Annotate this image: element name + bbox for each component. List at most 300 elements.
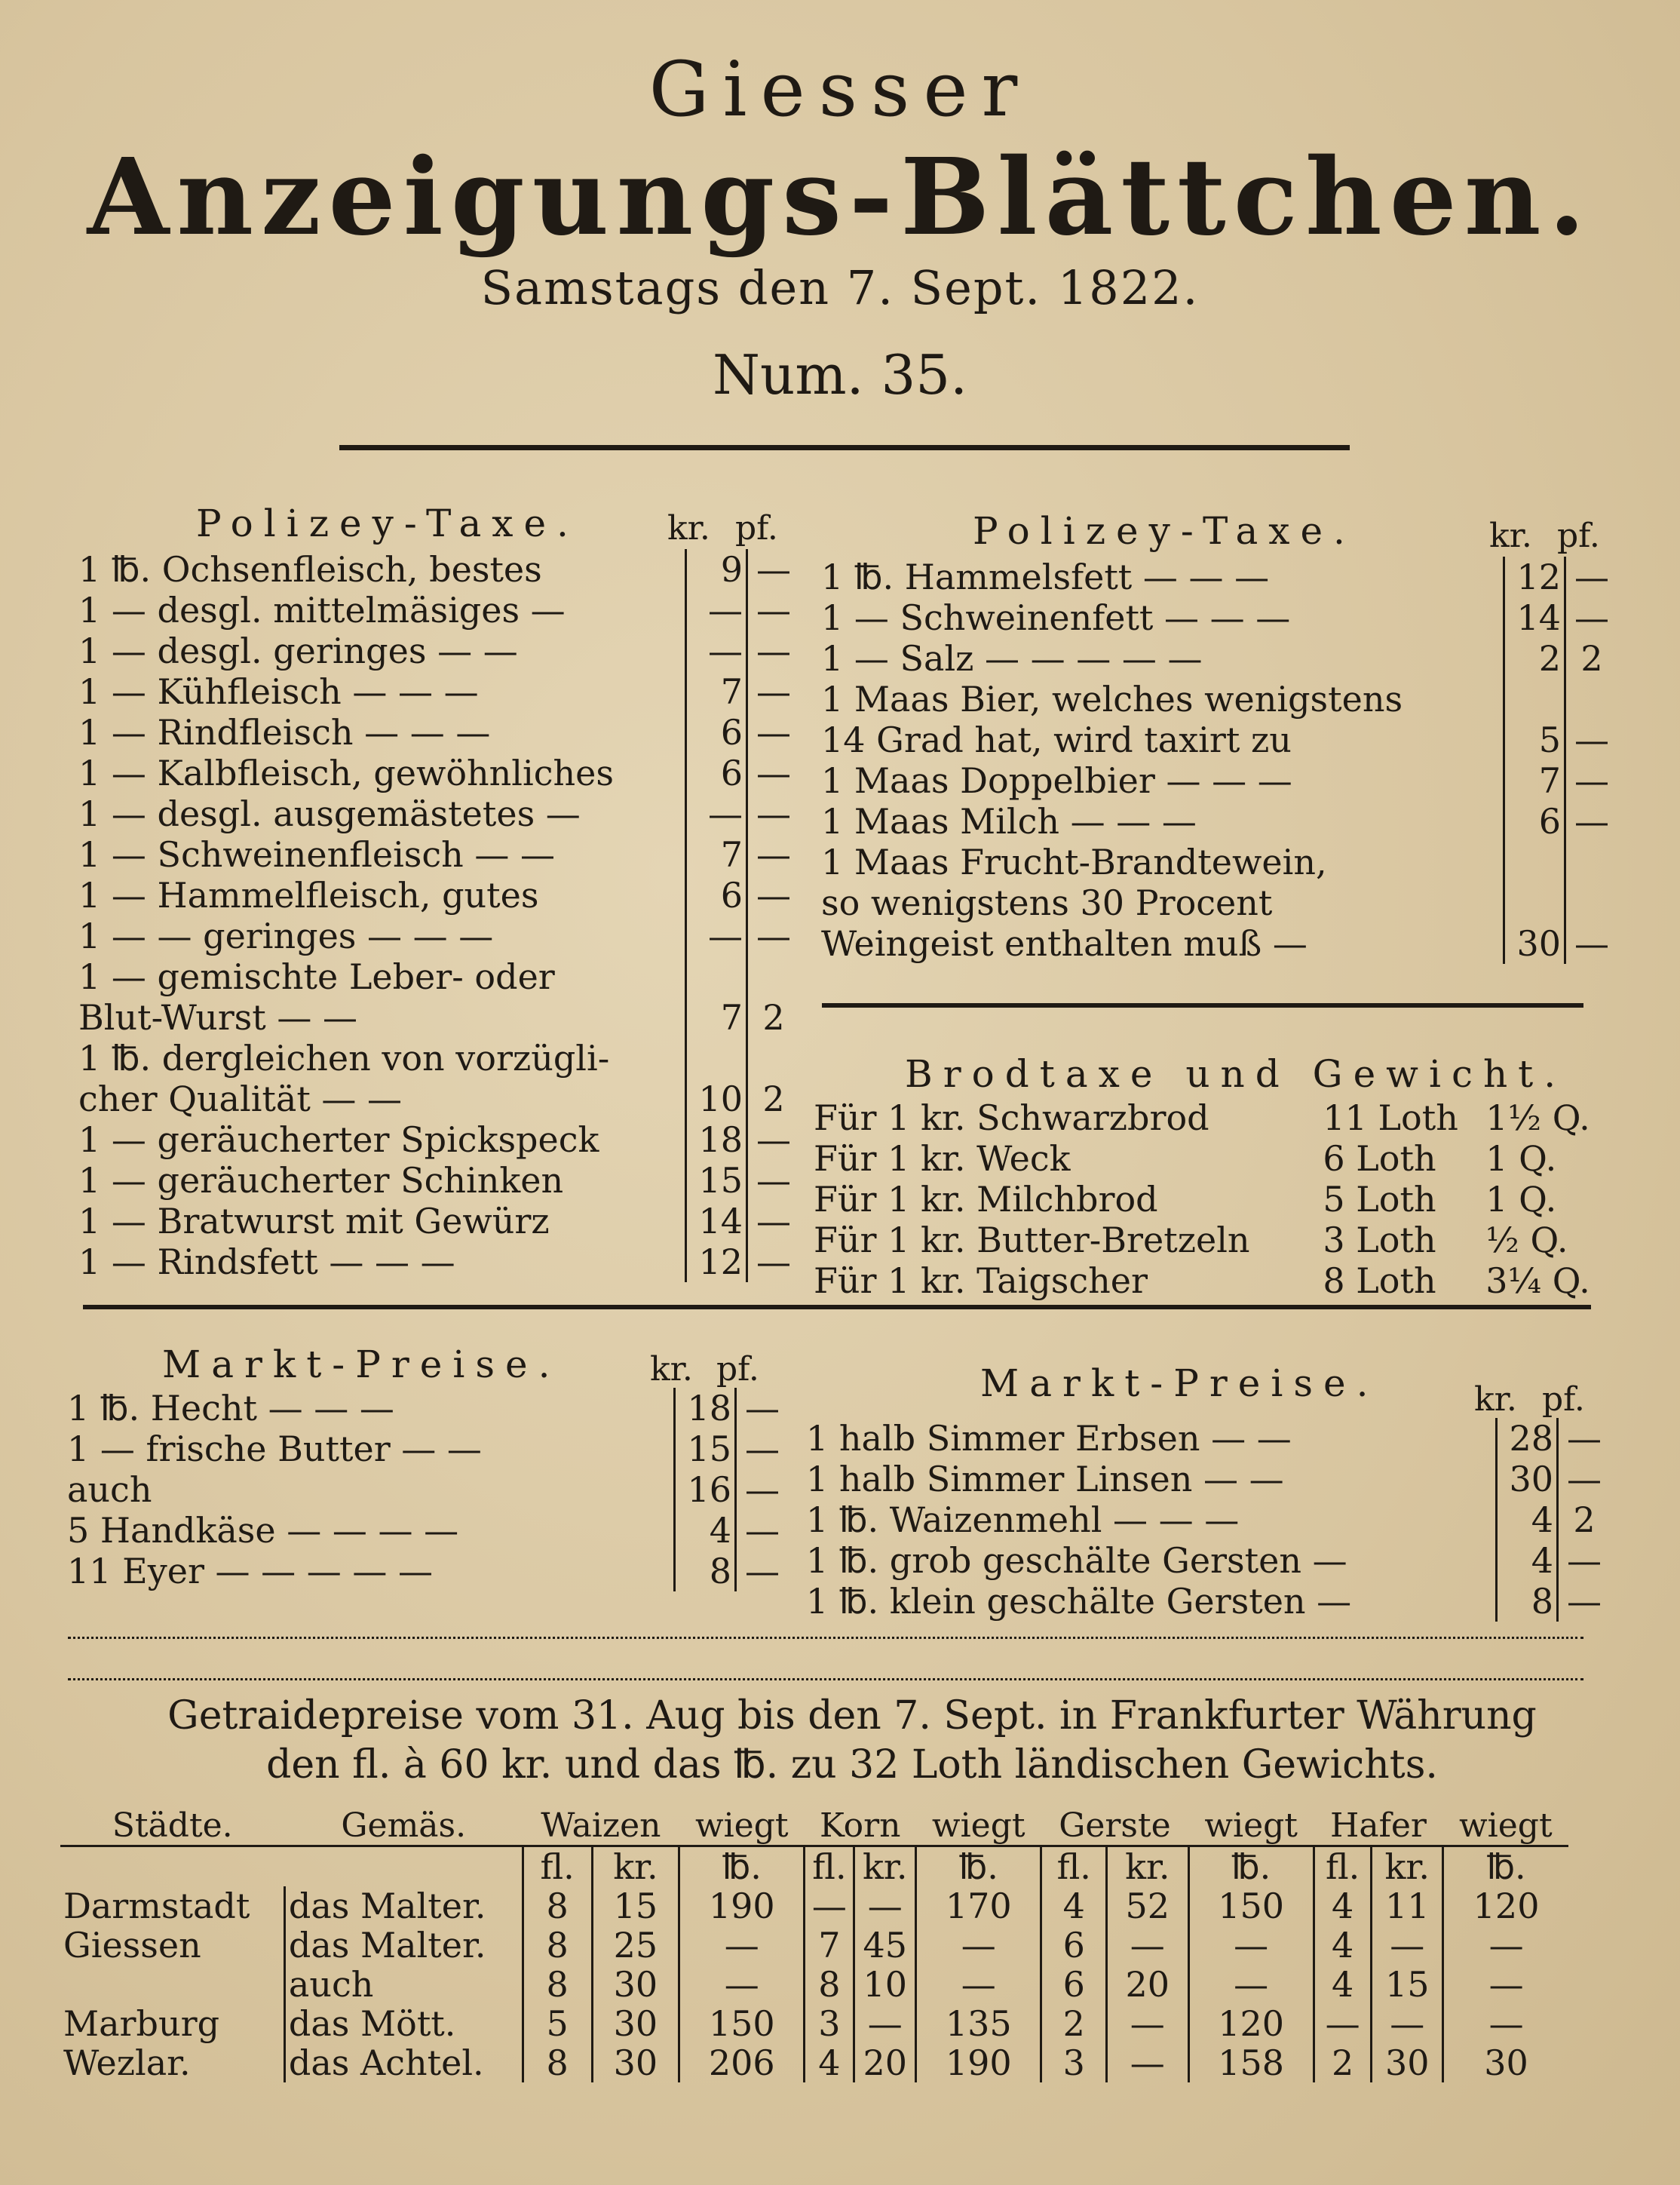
grain-cell: Giessen bbox=[63, 1925, 201, 1966]
column-header: Gemäs. bbox=[284, 1806, 523, 1846]
item-label: 1 ℔. dergleichen von vorzügli- bbox=[78, 1038, 610, 1079]
item-label: 1 ℔. Ochsenfleisch, bestes bbox=[78, 549, 542, 590]
grain-cell: 30 bbox=[592, 1965, 679, 2004]
grain-cell: — bbox=[1443, 2004, 1568, 2043]
grain-cell: 15 bbox=[1372, 1965, 1443, 2004]
getraide-table bbox=[60, 1806, 1568, 2082]
price-row bbox=[803, 1540, 1610, 1581]
item-label: 5 Handkäse — — — — bbox=[67, 1510, 459, 1551]
grain-cell: 2 bbox=[1041, 2004, 1107, 2043]
kreuzer-value: 16 bbox=[675, 1469, 736, 1510]
item-label: 1 ℔. grob geschälte Gersten — bbox=[806, 1540, 1347, 1581]
price-row bbox=[75, 753, 799, 793]
pfennig-value bbox=[747, 956, 800, 997]
grain-cell: 20 bbox=[854, 2043, 916, 2082]
masthead-line1: Giesser bbox=[648, 45, 1032, 133]
grain-cell: 6 bbox=[1041, 1926, 1107, 1965]
brodtaxe-table bbox=[811, 1097, 1610, 1301]
pfennig-value: — bbox=[747, 671, 800, 712]
price-row bbox=[75, 916, 799, 956]
pfennig-value: — bbox=[747, 590, 800, 631]
grain-cell: 3 bbox=[805, 2004, 854, 2043]
column-header: wiegt bbox=[1443, 1806, 1568, 1846]
item-label: 1 — Hammelfleisch, gutes bbox=[78, 875, 539, 916]
kreuzer-value: 12 bbox=[686, 1241, 747, 1282]
column-header: Korn bbox=[805, 1806, 916, 1846]
column-header: Waizen bbox=[523, 1806, 679, 1846]
grain-cell: 30 bbox=[1372, 2043, 1443, 2082]
brod-item: Für 1 kr. Milchbrod bbox=[814, 1179, 1158, 1220]
item-label: 1 — geräucherter Spickspeck bbox=[78, 1119, 599, 1160]
item-label: 1 — Kühfleisch — — — bbox=[78, 671, 479, 712]
price-row bbox=[64, 1388, 788, 1429]
price-row bbox=[803, 1499, 1610, 1540]
kreuzer-value: 9 bbox=[686, 549, 747, 590]
getraide-subheader-row bbox=[60, 1846, 1568, 1887]
issue-date: Samstags den 7. Sept. 1822. bbox=[480, 260, 1200, 315]
grain-cell: 7 bbox=[805, 1926, 854, 1965]
pfennig-value: — bbox=[736, 1429, 789, 1469]
grain-cell: 30 bbox=[1443, 2043, 1568, 2082]
polizey-right-table bbox=[818, 557, 1617, 964]
brod-quentchen: 1 Q. bbox=[1485, 1138, 1557, 1179]
grain-cell: 4 bbox=[805, 2043, 854, 2082]
kreuzer-value: — bbox=[686, 793, 747, 834]
pfennig-value: — bbox=[736, 1551, 789, 1591]
kreuzer-value bbox=[686, 1038, 747, 1079]
item-label: so wenigstens 30 Procent bbox=[821, 882, 1273, 923]
price-row bbox=[803, 1459, 1610, 1499]
kreuzer-value: 4 bbox=[1497, 1540, 1558, 1581]
price-row bbox=[75, 549, 799, 590]
price-row bbox=[64, 1469, 788, 1510]
grain-cell: — bbox=[679, 1965, 805, 2004]
pfennig-value: — bbox=[747, 712, 800, 753]
grain-cell: 120 bbox=[1443, 1886, 1568, 1926]
grain-cell: Marburg bbox=[63, 2003, 220, 2044]
pfennig-value: — bbox=[747, 631, 800, 671]
kreuzer-value: 6 bbox=[1504, 801, 1565, 842]
price-row bbox=[75, 1201, 799, 1241]
item-label: Blut-Wurst — — bbox=[78, 997, 358, 1038]
item-label: 1 — Schweinenfleisch — — bbox=[78, 834, 556, 875]
markt-left-table bbox=[64, 1388, 788, 1591]
column-header: Städte. bbox=[60, 1806, 284, 1846]
grain-cell: — bbox=[1107, 2043, 1188, 2082]
grain-cell: das Achtel. bbox=[284, 2043, 523, 2082]
grain-cell: 2 bbox=[1314, 2043, 1372, 2082]
grain-cell: 206 bbox=[679, 2043, 805, 2082]
item-label: 1 — frische Butter — — bbox=[67, 1429, 482, 1469]
kreuzer-value: 8 bbox=[1497, 1581, 1558, 1622]
unit-header: fl. bbox=[1041, 1846, 1107, 1887]
pfennig-value: — bbox=[1565, 923, 1618, 964]
kreuzer-value: 4 bbox=[675, 1510, 736, 1551]
price-row bbox=[818, 923, 1617, 964]
grain-cell: 150 bbox=[1188, 1886, 1314, 1926]
kreuzer-value: 15 bbox=[686, 1160, 747, 1201]
issue-number: Num. 35. bbox=[713, 343, 967, 407]
pfennig-value: — bbox=[1558, 1418, 1611, 1459]
pfennig-value: — bbox=[736, 1469, 789, 1510]
kreuzer-value: 28 bbox=[1497, 1418, 1558, 1459]
grain-cell: 6 bbox=[1041, 1965, 1107, 2004]
price-row bbox=[818, 679, 1617, 720]
brod-quentchen: 1 Q. bbox=[1485, 1179, 1557, 1220]
brod-loth: 3 Loth bbox=[1323, 1220, 1436, 1260]
pfennig-value: 2 bbox=[1558, 1499, 1611, 1540]
item-label: 1 — Rindfleisch — — — bbox=[78, 712, 491, 753]
item-label: cher Qualität — — bbox=[78, 1079, 403, 1119]
pfennig-value bbox=[747, 1038, 800, 1079]
pfennig-value: — bbox=[747, 875, 800, 916]
price-row bbox=[75, 956, 799, 997]
grain-cell: — bbox=[916, 1965, 1041, 2004]
item-label: 1 halb Simmer Erbsen — — bbox=[806, 1418, 1292, 1459]
section-rule bbox=[83, 1305, 1591, 1309]
markt-left-kr-header: kr. bbox=[650, 1350, 693, 1389]
price-row bbox=[75, 1160, 799, 1201]
pfennig-value: — bbox=[747, 1241, 800, 1282]
pfennig-value: — bbox=[736, 1510, 789, 1551]
price-row bbox=[75, 631, 799, 671]
grain-cell: — bbox=[1443, 1926, 1568, 1965]
grain-cell: — bbox=[916, 1926, 1041, 1965]
grain-cell: 190 bbox=[679, 1886, 805, 1926]
grain-cell: 11 bbox=[1372, 1886, 1443, 1926]
kreuzer-value: 4 bbox=[1497, 1499, 1558, 1540]
price-row bbox=[818, 597, 1617, 638]
price-row bbox=[75, 712, 799, 753]
grain-cell: 8 bbox=[523, 1886, 592, 1926]
brod-quentchen: 1½ Q. bbox=[1485, 1097, 1590, 1138]
pfennig-value bbox=[1565, 882, 1618, 923]
grain-cell: 8 bbox=[523, 1926, 592, 1965]
unit-header: fl. bbox=[523, 1846, 592, 1887]
pfennig-value: — bbox=[747, 549, 800, 590]
brod-loth: 5 Loth bbox=[1323, 1179, 1436, 1220]
item-label: 1 ℔. Waizenmehl — — — bbox=[806, 1499, 1240, 1540]
brod-row bbox=[811, 1097, 1610, 1138]
getraide-row bbox=[60, 2004, 1568, 2043]
getraide-header-row bbox=[60, 1806, 1568, 1846]
pfennig-value: 2 bbox=[747, 1079, 800, 1119]
pfennig-value: — bbox=[1565, 720, 1618, 760]
wavy-rule bbox=[68, 1637, 1583, 1642]
kreuzer-value: — bbox=[686, 916, 747, 956]
price-row bbox=[75, 875, 799, 916]
unit-header: kr. bbox=[854, 1846, 916, 1887]
grain-cell: — bbox=[854, 1886, 916, 1926]
price-row bbox=[75, 671, 799, 712]
grain-cell: 25 bbox=[592, 1926, 679, 1965]
kreuzer-value: 6 bbox=[686, 875, 747, 916]
grain-cell bbox=[60, 1965, 284, 2004]
markt-left-title: Markt-Preise. bbox=[162, 1343, 561, 1386]
kreuzer-value: — bbox=[686, 631, 747, 671]
item-label: 1 halb Simmer Linsen — — bbox=[806, 1459, 1284, 1499]
kreuzer-value: 6 bbox=[686, 712, 747, 753]
grain-cell: — bbox=[679, 1926, 805, 1965]
grain-cell: 10 bbox=[854, 1965, 916, 2004]
unit-header: fl. bbox=[805, 1846, 854, 1887]
item-label: 1 — Schweinenfett — — — bbox=[821, 597, 1291, 638]
grain-cell: — bbox=[1107, 1926, 1188, 1965]
markt-left-pf-header: pf. bbox=[716, 1350, 759, 1389]
brod-loth: 11 Loth bbox=[1323, 1097, 1458, 1138]
grain-cell: 52 bbox=[1107, 1886, 1188, 1926]
grain-cell: auch bbox=[284, 1965, 523, 2004]
grain-cell: — bbox=[854, 2004, 916, 2043]
column-header: Gerste bbox=[1041, 1806, 1188, 1846]
kreuzer-value: 18 bbox=[686, 1119, 747, 1160]
brod-row bbox=[811, 1138, 1610, 1179]
item-label: 1 — desgl. mittelmäsiges — bbox=[78, 590, 566, 631]
brod-quentchen: 3¼ Q. bbox=[1485, 1260, 1590, 1301]
kreuzer-value: 15 bbox=[675, 1429, 736, 1469]
pfennig-value: — bbox=[747, 753, 800, 793]
grain-cell: 20 bbox=[1107, 1965, 1188, 2004]
grain-cell: 45 bbox=[854, 1926, 916, 1965]
price-row bbox=[75, 793, 799, 834]
price-row bbox=[818, 557, 1617, 597]
price-row bbox=[75, 590, 799, 631]
grain-cell: 150 bbox=[679, 2004, 805, 2043]
unit-header: ℔. bbox=[679, 1846, 805, 1887]
grain-cell: — bbox=[805, 1886, 854, 1926]
pfennig-value: — bbox=[747, 916, 800, 956]
unit-header: ℔. bbox=[1443, 1846, 1568, 1887]
kreuzer-value: 7 bbox=[686, 671, 747, 712]
markt-right-table bbox=[803, 1418, 1610, 1622]
kreuzer-value: 7 bbox=[686, 834, 747, 875]
polizey-left-table bbox=[75, 549, 799, 1282]
brod-item: Für 1 kr. Taigscher bbox=[814, 1260, 1148, 1301]
kreuzer-value bbox=[686, 956, 747, 997]
grain-cell: Wezlar. bbox=[63, 2042, 191, 2083]
item-label: 1 — Bratwurst mit Gewürz bbox=[78, 1201, 550, 1241]
item-label: Weingeist enthalten muß — bbox=[821, 923, 1308, 964]
kreuzer-value: 7 bbox=[686, 997, 747, 1038]
grain-cell: 3 bbox=[1041, 2043, 1107, 2082]
brod-loth: 6 Loth bbox=[1323, 1138, 1436, 1179]
price-row bbox=[75, 1241, 799, 1282]
unit-header: kr. bbox=[592, 1846, 679, 1887]
grain-cell: 190 bbox=[916, 2043, 1041, 2082]
kreuzer-value: 10 bbox=[686, 1079, 747, 1119]
grain-cell: 15 bbox=[592, 1886, 679, 1926]
brod-item: Für 1 kr. Butter-Bretzeln bbox=[814, 1220, 1250, 1260]
item-label: 1 ℔. Hammelsfett — — — bbox=[821, 557, 1270, 597]
kreuzer-value: 30 bbox=[1504, 923, 1565, 964]
getraide-row bbox=[60, 1926, 1568, 1965]
pfennig-value bbox=[1565, 679, 1618, 720]
brod-item: Für 1 kr. Weck bbox=[814, 1138, 1071, 1179]
pfennig-value: — bbox=[747, 1201, 800, 1241]
grain-cell: 4 bbox=[1314, 1886, 1372, 1926]
pfennig-value: — bbox=[1558, 1459, 1611, 1499]
price-row bbox=[75, 1038, 799, 1079]
pfennig-value: 2 bbox=[1565, 638, 1618, 679]
grain-cell: 120 bbox=[1188, 2004, 1314, 2043]
item-label: 1 — Rindsfett — — — bbox=[78, 1241, 455, 1282]
kreuzer-value: 6 bbox=[686, 753, 747, 793]
wavy-rule-2 bbox=[68, 1678, 1583, 1683]
grain-cell: — bbox=[1443, 1965, 1568, 2004]
price-row bbox=[803, 1418, 1610, 1459]
kreuzer-value: 12 bbox=[1504, 557, 1565, 597]
getraide-heading-1: Getraidepreise vom 31. Aug bis den 7. Sept. in Frankfurter Währung bbox=[167, 1693, 1537, 1738]
price-row bbox=[75, 1119, 799, 1160]
price-row bbox=[818, 842, 1617, 882]
grain-cell: das Malter. bbox=[284, 1886, 523, 1926]
grain-cell: 30 bbox=[592, 2004, 679, 2043]
kreuzer-value: 2 bbox=[1504, 638, 1565, 679]
unit-header: fl. bbox=[1314, 1846, 1372, 1887]
polizey-right-pf-header: pf. bbox=[1557, 517, 1600, 555]
item-label: 1 — geräucherter Schinken bbox=[78, 1160, 564, 1201]
polizey-right-rule bbox=[822, 1003, 1583, 1008]
item-label: 1 ℔. klein geschälte Gersten — bbox=[806, 1581, 1352, 1622]
polizey-right-title: Polizey-Taxe. bbox=[973, 509, 1356, 553]
grain-cell: 5 bbox=[523, 2004, 592, 2043]
kreuzer-value bbox=[1504, 842, 1565, 882]
grain-cell: das Malter. bbox=[284, 1926, 523, 1965]
grain-cell: — bbox=[1107, 2004, 1188, 2043]
price-row bbox=[64, 1551, 788, 1591]
polizey-left-pf-header: pf. bbox=[735, 509, 778, 548]
grain-cell: 8 bbox=[805, 1965, 854, 2004]
grain-cell: — bbox=[1188, 1926, 1314, 1965]
grain-cell: 158 bbox=[1188, 2043, 1314, 2082]
item-label: 1 Maas Milch — — — bbox=[821, 801, 1197, 842]
item-label: 1 — desgl. ausgemästetes — bbox=[78, 793, 581, 834]
markt-right-kr-header: kr. bbox=[1474, 1380, 1517, 1419]
grain-cell: Darmstadt bbox=[63, 1886, 250, 1926]
polizey-right-kr-header: kr. bbox=[1489, 517, 1532, 555]
getraide-row bbox=[60, 1965, 1568, 2004]
column-header: wiegt bbox=[1188, 1806, 1314, 1846]
grain-cell: — bbox=[1372, 1926, 1443, 1965]
item-label: 1 — gemischte Leber- oder bbox=[78, 956, 555, 997]
price-row bbox=[64, 1429, 788, 1469]
brodtaxe-title: Brodtaxe und Gewicht. bbox=[905, 1052, 1567, 1096]
kreuzer-value: 14 bbox=[1504, 597, 1565, 638]
pfennig-value: — bbox=[1565, 801, 1618, 842]
grain-cell: — bbox=[1314, 2004, 1372, 2043]
unit-header: ℔. bbox=[916, 1846, 1041, 1887]
price-row bbox=[75, 997, 799, 1038]
price-row bbox=[803, 1581, 1610, 1622]
pfennig-value: — bbox=[747, 1119, 800, 1160]
getraide-row bbox=[60, 2043, 1568, 2082]
column-header: wiegt bbox=[916, 1806, 1041, 1846]
pfennig-value: — bbox=[747, 1160, 800, 1201]
grain-cell: 4 bbox=[1314, 1965, 1372, 2004]
grain-cell: 8 bbox=[523, 1965, 592, 2004]
grain-cell: 170 bbox=[916, 1886, 1041, 1926]
column-header: Hafer bbox=[1314, 1806, 1442, 1846]
price-row bbox=[818, 882, 1617, 923]
pfennig-value: — bbox=[1558, 1581, 1611, 1622]
price-row bbox=[818, 760, 1617, 801]
brod-row bbox=[811, 1220, 1610, 1260]
unit-header: kr. bbox=[1372, 1846, 1443, 1887]
item-label: 1 — Salz — — — — — bbox=[821, 638, 1203, 679]
item-label: 1 — desgl. geringes — — bbox=[78, 631, 518, 671]
kreuzer-value: 30 bbox=[1497, 1459, 1558, 1499]
item-label: 1 — — geringes — — — bbox=[78, 916, 494, 956]
kreuzer-value bbox=[1504, 679, 1565, 720]
kreuzer-value: 5 bbox=[1504, 720, 1565, 760]
column-header: wiegt bbox=[679, 1806, 805, 1846]
polizey-left-kr-header: kr. bbox=[667, 509, 710, 548]
pfennig-value: — bbox=[1558, 1540, 1611, 1581]
item-label: 1 Maas Frucht-Brandtewein, bbox=[821, 842, 1327, 882]
item-label: 1 — Kalbfleisch, gewöhnliches bbox=[78, 753, 614, 793]
brod-quentchen: ½ Q. bbox=[1485, 1220, 1568, 1260]
pfennig-value: — bbox=[736, 1388, 789, 1429]
pfennig-value: — bbox=[1565, 557, 1618, 597]
pfennig-value: 2 bbox=[747, 997, 800, 1038]
pfennig-value: — bbox=[1565, 760, 1618, 801]
brod-row bbox=[811, 1260, 1610, 1301]
item-label: 14 Grad hat, wird taxirt zu bbox=[821, 720, 1292, 760]
brod-item: Für 1 kr. Schwarzbrod bbox=[814, 1097, 1209, 1138]
grain-cell: 135 bbox=[916, 2004, 1041, 2043]
grain-cell: 4 bbox=[1314, 1926, 1372, 1965]
kreuzer-value: — bbox=[686, 590, 747, 631]
kreuzer-value: 7 bbox=[1504, 760, 1565, 801]
kreuzer-value: 8 bbox=[675, 1551, 736, 1591]
grain-cell: 4 bbox=[1041, 1886, 1107, 1926]
grain-cell: das Mött. bbox=[284, 2004, 523, 2043]
kreuzer-value bbox=[1504, 882, 1565, 923]
unit-header: kr. bbox=[1107, 1846, 1188, 1887]
item-label: 1 ℔. Hecht — — — bbox=[67, 1388, 394, 1429]
price-row bbox=[818, 801, 1617, 842]
item-label: 11 Eyer — — — — — bbox=[67, 1551, 434, 1591]
grain-cell: 8 bbox=[523, 2043, 592, 2082]
price-row bbox=[75, 834, 799, 875]
polizey-left-title: Polizey-Taxe. bbox=[196, 502, 579, 545]
pfennig-value: — bbox=[1565, 597, 1618, 638]
pfennig-value: — bbox=[747, 834, 800, 875]
price-row bbox=[818, 638, 1617, 679]
kreuzer-value: 14 bbox=[686, 1201, 747, 1241]
masthead-rule bbox=[339, 445, 1350, 450]
price-row bbox=[818, 720, 1617, 760]
unit-header: ℔. bbox=[1188, 1846, 1314, 1887]
pfennig-value: — bbox=[747, 793, 800, 834]
grain-cell: 30 bbox=[592, 2043, 679, 2082]
getraide-heading-2: den fl. à 60 kr. und das ℔. zu 32 Loth ländischen Gewichts. bbox=[266, 1742, 1438, 1788]
item-label: auch bbox=[67, 1469, 152, 1510]
brod-row bbox=[811, 1179, 1610, 1220]
grain-cell: — bbox=[1372, 2004, 1443, 2043]
masthead-title: Anzeigungs-Blättchen. bbox=[87, 136, 1593, 259]
item-label: 1 Maas Doppelbier — — — bbox=[821, 760, 1292, 801]
grain-cell: — bbox=[1188, 1965, 1314, 2004]
markt-right-pf-header: pf. bbox=[1542, 1380, 1585, 1419]
item-label: 1 Maas Bier, welches wenigstens bbox=[821, 679, 1403, 720]
kreuzer-value: 18 bbox=[675, 1388, 736, 1429]
getraide-row bbox=[60, 1886, 1568, 1926]
pfennig-value bbox=[1565, 842, 1618, 882]
markt-right-title: Markt-Preise. bbox=[980, 1361, 1379, 1405]
brod-loth: 8 Loth bbox=[1323, 1260, 1436, 1301]
price-row bbox=[64, 1510, 788, 1551]
